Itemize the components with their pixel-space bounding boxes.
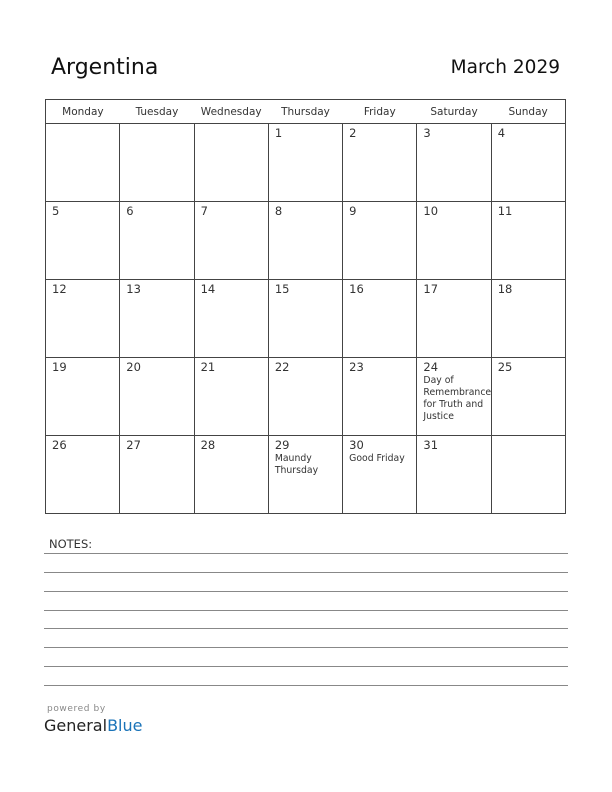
brand-name-blue: Blue: [107, 716, 143, 735]
day-number: 15: [274, 282, 290, 296]
day-number: 6: [126, 204, 134, 218]
day-number: 8: [274, 204, 283, 218]
day-cell: [194, 358, 268, 436]
day-number: 1: [274, 126, 283, 140]
day-number: 17: [423, 282, 439, 296]
weekday-tuesday: Tuesday: [120, 100, 194, 124]
day-cell: [491, 202, 565, 280]
day-number: 9: [349, 204, 357, 218]
day-number: 12: [52, 282, 67, 296]
holiday-label: Day of Remembrance for Truth and Justice: [423, 375, 492, 422]
day-cell: [46, 202, 120, 280]
day-cell: [268, 358, 342, 436]
day-number: 11: [497, 204, 513, 218]
weekday-thursday: Thursday: [268, 100, 342, 124]
day-cell: [120, 436, 194, 514]
day-cell: [194, 436, 268, 514]
weekday-header-row: [46, 100, 566, 124]
day-cell: [120, 202, 194, 280]
day-cell: [417, 202, 491, 280]
holiday-label: Good Friday: [349, 453, 405, 464]
week-row: [46, 202, 566, 280]
day-number: 14: [200, 282, 216, 296]
day-number: 29: [274, 438, 290, 452]
day-number: 2: [349, 126, 357, 140]
day-number: 21: [200, 360, 216, 374]
weekday-wednesday: Wednesday: [194, 100, 268, 124]
day-cell: [343, 436, 417, 514]
day-cell: [268, 436, 342, 514]
day-cell: [417, 124, 491, 202]
day-cell: [46, 124, 120, 202]
notes-line: [44, 647, 568, 648]
day-cell: [46, 436, 120, 514]
day-number: 18: [497, 282, 513, 296]
day-cell: [343, 358, 417, 436]
day-number: 13: [126, 282, 141, 296]
day-cell: [417, 358, 491, 436]
month-title: March 2029: [450, 57, 560, 78]
day-number: 24: [423, 360, 439, 374]
week-row: [46, 124, 566, 202]
day-number: 25: [497, 360, 513, 374]
day-number: 7: [200, 204, 208, 218]
holiday-label: Maundy Thursday: [274, 453, 319, 476]
day-cell: [194, 124, 268, 202]
day-number: 10: [423, 204, 439, 218]
notes-line: [44, 666, 568, 667]
notes-line: [44, 610, 568, 611]
weekday-monday: Monday: [46, 100, 120, 124]
week-row: [46, 358, 566, 436]
day-number: 16: [349, 282, 364, 296]
notes-line: [44, 628, 568, 629]
day-number: 3: [423, 126, 431, 140]
day-cell: [343, 202, 417, 280]
powered-by-text: powered by: [47, 704, 106, 714]
day-number: 4: [497, 126, 506, 140]
day-cell: [120, 358, 194, 436]
day-cell: [491, 436, 565, 514]
notes-line: [44, 572, 568, 573]
notes-line: [44, 685, 568, 686]
day-cell: [343, 124, 417, 202]
day-number: 31: [423, 438, 439, 452]
day-cell: [46, 280, 120, 358]
brand-name-general: General: [44, 716, 108, 735]
weekday-sunday: Sunday: [491, 100, 565, 124]
day-number: 27: [126, 438, 141, 452]
day-cell: [417, 280, 491, 358]
notes-line: [44, 591, 568, 592]
day-number: 28: [200, 438, 216, 452]
weekday-friday: Friday: [343, 100, 417, 124]
day-number: 30: [349, 438, 364, 452]
day-cell: [120, 280, 194, 358]
day-number: 20: [126, 360, 141, 374]
day-number: 23: [349, 360, 364, 374]
notes-label: NOTES:: [49, 537, 93, 551]
calendar-grid: [45, 99, 566, 514]
country-title: Argentina: [51, 55, 159, 80]
day-number: 5: [52, 204, 60, 218]
week-row: [46, 436, 566, 514]
day-cell: [120, 124, 194, 202]
day-cell: [268, 202, 342, 280]
day-cell: [268, 280, 342, 358]
day-cell: [343, 280, 417, 358]
day-cell: [491, 280, 565, 358]
day-cell: [46, 358, 120, 436]
day-cell: [417, 436, 491, 514]
day-number: 26: [52, 438, 67, 452]
notes-line: [44, 553, 568, 554]
brand-logo: [44, 716, 142, 735]
day-cell: [194, 280, 268, 358]
week-row: [46, 280, 566, 358]
day-cell: [491, 358, 565, 436]
day-cell: [194, 202, 268, 280]
day-cell: [268, 124, 342, 202]
day-number: 19: [52, 360, 67, 374]
weekday-saturday: Saturday: [417, 100, 491, 124]
day-cell: [491, 124, 565, 202]
day-number: 22: [274, 360, 290, 374]
